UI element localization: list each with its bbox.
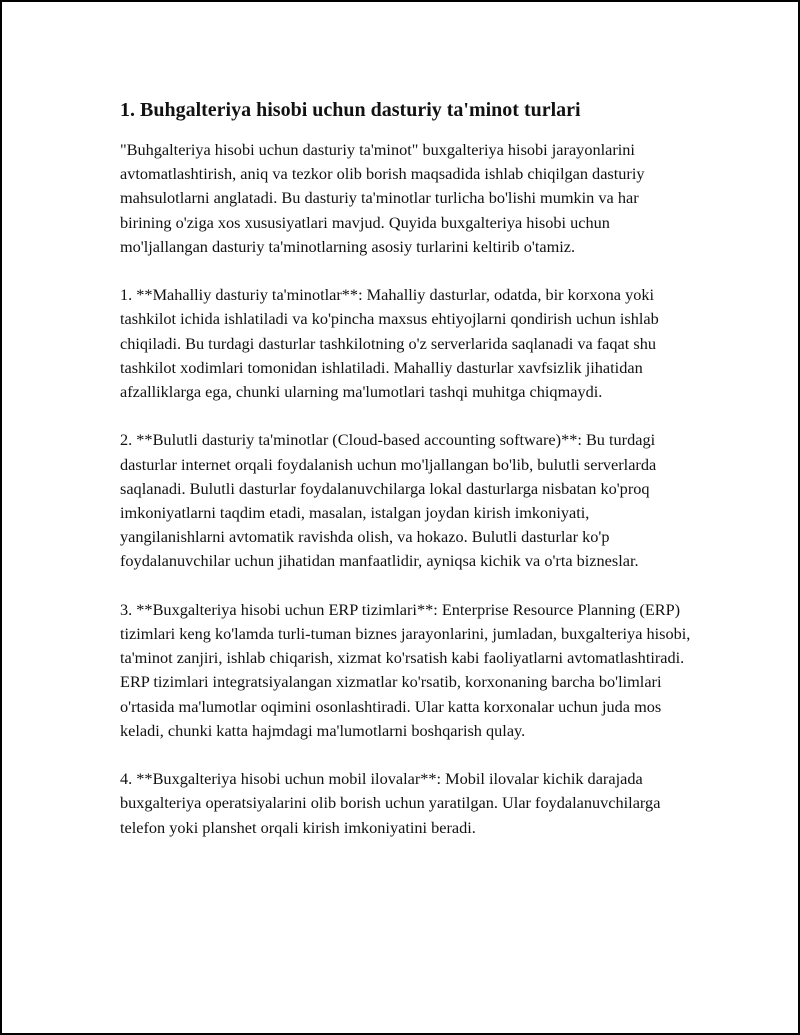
intro-paragraph: "Buhgalteriya hisobi uchun dasturiy ta'minot" buxgalteriya hisobi jarayonlarini avtomatlashtirish, aniq va tezkor olib borish maqsadida ishlab chiqilgan dasturiy mahsulotlarni anglatadi. Bu dasturiy ta'minotlar turlicha bo'lishi mumkin va har birining o'ziga xos xususiyatlari mavjud. Quyida buxgalteriya hisobi uchun mo'ljallangan dasturiy ta'minotlarning asosiy turlarini keltirib o'tamiz.	[120, 140, 645, 256]
paragraph-local-software: 1. **Mahalliy dasturiy ta'minotlar**: Mahalliy dasturlar, odatda, bir korxona yoki tashkilot ichida ishlatiladi va ko'pincha maxsus ehtiyojlarni qondirish uchun ishlab chiqiladi. Bu turdagi dasturlar tashkilotning o'z serverlarida saqlanadi va faqat shu tashkilot xodimlari tomonidan ishlatiladi. Mahalliy dasturlar xavfsizlik jihatidan afzalliklarga ega, chunki ularning ma'lumotlari tashqi muhitga chiqmaydi.	[120, 285, 659, 402]
paragraph-mobile-apps: 4. **Buxgalteriya hisobi uchun mobil ilovalar**: Mobil ilovalar kichik darajada buxgalteriya operatsiyalarini olib borish uchun yaratilgan. Ular foydalanuvchilarga telefon yoki planshet orqali kirish imkoniyatini beradi.	[120, 769, 661, 837]
paragraph-erp-systems: 3. **Buxgalteriya hisobi uchun ERP tizimlari**: Enterprise Resource Planning (ERP) tizimlari keng ko'lamda turli-tuman biznes jarayonlarini, jumladan, buxgalteriya hisobi, ta'minot zanjiri, ishlab chiqarish, xizmat ko'rsatish kabi faoliyatlarni avtomatlashtiradi. ERP tizimlari integratsiyalangan xizmatlar ko'rsatib, korxonaning barcha bo'limlari o'rtasida ma'lumotlar oqimini osonlashtiradi. Ular katta korxonalar uchun juda mos keladi, chunki katta hajmdagi ma'lumotlarni boshqarish qulay.	[120, 599, 691, 740]
section-heading: 1. Buhgalteriya hisobi uchun dasturiy ta'minot turlari	[120, 99, 581, 121]
document-body	[120, 92, 692, 864]
paragraph-cloud-software: 2. **Bulutli dasturiy ta'minotlar (Cloud-based accounting software)**: Bu turdagi dasturlar internet orqali foydalanish uchun mo'ljallangan bo'lib, bulutli serverlarda saqlanadi. Bulutli dasturlar foydalanuvchilarga lokal dasturlarga nisbatan ko'proq imkoniyatlarni taqdim etadi, masalan, istalgan joydan kirish imkoniyati, yangilanishlarni avtomatik ravishda olish, va hokazo. Bulutli dasturlar ko'p foydalanuvchilar uchun jihatidan manfaatlidir, ayniqsa kichik va o'rta bizneslar.	[120, 430, 657, 571]
